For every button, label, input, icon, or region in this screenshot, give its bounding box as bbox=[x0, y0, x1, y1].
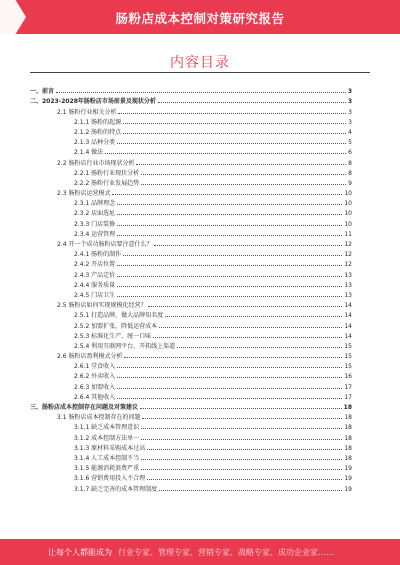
footer-tagline: 行业专家、管理专家、营销专家、战略专家、成功企业家…… bbox=[118, 548, 334, 557]
toc-entry[interactable] bbox=[30, 370, 352, 380]
dot-leader bbox=[140, 408, 342, 409]
toc-entry-text: 3.1.5 能源消耗浪费严重 bbox=[74, 465, 140, 473]
toc-page-number: 19 bbox=[344, 485, 352, 493]
dot-leader bbox=[124, 357, 342, 358]
toc-entry-text: 2.4.4 服务质量 bbox=[74, 281, 116, 289]
dot-leader bbox=[141, 459, 342, 460]
toc-entry[interactable] bbox=[30, 340, 352, 350]
footer-bar bbox=[0, 539, 400, 565]
toc-page-number: 14 bbox=[344, 322, 352, 330]
dot-leader bbox=[159, 327, 342, 328]
dot-leader bbox=[117, 388, 342, 389]
divider bbox=[30, 72, 370, 73]
dot-leader bbox=[148, 306, 342, 307]
toc-entry[interactable] bbox=[30, 421, 352, 431]
dot-leader bbox=[123, 255, 342, 256]
header-bar bbox=[0, 0, 400, 34]
toc-page-number: 16 bbox=[344, 373, 352, 381]
toc-entry[interactable] bbox=[30, 472, 352, 482]
toc-entry-text: 3.1.1 缺乏成本管理意识 bbox=[74, 424, 140, 432]
toc-entry-text: 2.5.4 利用互联网平台，开拓线上渠道 bbox=[74, 342, 176, 350]
toc-entry-text: 2.1.2 肠粉的特点 bbox=[74, 128, 122, 136]
toc-page-number: 18 bbox=[343, 404, 352, 411]
toc-entry[interactable] bbox=[30, 95, 352, 105]
toc-page-number: 12 bbox=[344, 261, 352, 269]
toc-entry[interactable] bbox=[30, 462, 352, 472]
toc-entry-text: 2.6.4 其他收入 bbox=[74, 393, 116, 401]
dot-leader bbox=[117, 398, 342, 399]
toc-entry[interactable] bbox=[30, 279, 352, 289]
toc-page-number: 13 bbox=[344, 291, 352, 299]
toc-entry[interactable] bbox=[30, 248, 352, 258]
dot-leader bbox=[141, 439, 342, 440]
toc-page-number: 15 bbox=[344, 363, 352, 371]
toc-entry[interactable] bbox=[30, 217, 352, 227]
dot-leader bbox=[158, 102, 346, 103]
toc-entry[interactable] bbox=[30, 411, 352, 421]
dot-leader bbox=[56, 92, 346, 93]
dot-leader bbox=[117, 214, 342, 215]
toc-entry[interactable] bbox=[30, 268, 352, 278]
toc-entry-text: 2.2.2 肠粉行业发展趋势 bbox=[74, 179, 140, 187]
toc-entry[interactable] bbox=[30, 431, 352, 441]
dot-leader bbox=[159, 490, 342, 491]
toc-entry-text: 3.1.3 原材料采购成本过高 bbox=[74, 444, 146, 452]
toc-entry[interactable] bbox=[30, 360, 352, 370]
toc-entry[interactable] bbox=[30, 319, 352, 329]
toc-entry-text: 2.5.1 打造品牌，做大品牌知名度 bbox=[74, 312, 164, 320]
toc-entry[interactable] bbox=[30, 228, 352, 238]
toc-entry-text: 一、前言 bbox=[30, 88, 55, 96]
toc-entry[interactable] bbox=[30, 380, 352, 390]
toc-entry-text: 2.1.4 做法 bbox=[74, 149, 104, 157]
toc-page-number: 19 bbox=[344, 465, 352, 473]
toc-entry[interactable] bbox=[30, 146, 352, 156]
toc-page-number: 18 bbox=[344, 434, 352, 442]
toc-page-number: 5 bbox=[348, 139, 352, 147]
toc-page-number: 3 bbox=[348, 108, 352, 116]
toc-entry-text: 二、2023-2028年肠粉店市场前景及现状分析 bbox=[30, 98, 156, 106]
dot-leader bbox=[123, 133, 346, 134]
toc-page-number: 18 bbox=[344, 454, 352, 462]
toc-entry[interactable] bbox=[30, 177, 352, 187]
toc-page-number: 15 bbox=[344, 353, 352, 361]
table-of-contents bbox=[30, 85, 352, 493]
dot-leader bbox=[117, 286, 342, 287]
toc-heading: 内容目录 bbox=[170, 55, 230, 71]
toc-entry[interactable] bbox=[30, 85, 352, 95]
toc-page-number: 17 bbox=[344, 383, 352, 391]
dot-leader bbox=[117, 204, 342, 205]
dot-leader bbox=[153, 337, 342, 338]
toc-page-number: 19 bbox=[344, 475, 352, 483]
toc-entry[interactable] bbox=[30, 258, 352, 268]
dot-leader bbox=[141, 428, 342, 429]
toc-entry-text: 2.1 肠粉行业相关分析 bbox=[57, 108, 117, 116]
dot-leader bbox=[136, 164, 346, 165]
toc-page-number: 3 bbox=[348, 118, 352, 126]
toc-entry-text: 2.4.2 开店位置 bbox=[74, 261, 116, 269]
toc-entry-text: 三、肠粉店成本控制存在问题及对策建议 bbox=[30, 404, 139, 411]
toc-page-number: 18 bbox=[344, 444, 352, 452]
dot-leader bbox=[105, 153, 346, 154]
toc-entry-text: 2.1.3 品种分类 bbox=[74, 139, 116, 147]
toc-page-number: 14 bbox=[344, 302, 352, 310]
toc-entry-text: 2.1.1 肠粉的起源 bbox=[74, 118, 122, 126]
toc-page-number: 18 bbox=[344, 414, 352, 422]
toc-page-number: 11 bbox=[344, 230, 352, 238]
toc-entry[interactable] bbox=[30, 350, 352, 360]
toc-entry[interactable] bbox=[30, 452, 352, 462]
dot-leader bbox=[117, 377, 342, 378]
toc-entry-text: 2.4.3 产品定价 bbox=[74, 271, 116, 279]
toc-page-number: 8 bbox=[348, 169, 352, 177]
toc-entry[interactable] bbox=[30, 187, 352, 197]
toc-page-number: 10 bbox=[344, 210, 352, 218]
toc-page-number: 9 bbox=[348, 179, 352, 187]
dot-leader bbox=[123, 123, 346, 124]
toc-entry-text: 2.3.2 店面选址 bbox=[74, 210, 116, 218]
toc-entry[interactable] bbox=[30, 401, 352, 411]
dot-leader bbox=[154, 245, 342, 246]
dot-leader bbox=[177, 347, 342, 348]
dot-leader bbox=[165, 316, 342, 317]
toc-entry-text: 3.1 肠粉店成本控制存在的问题 bbox=[57, 414, 141, 422]
toc-page-number: 3 bbox=[347, 88, 352, 96]
toc-entry[interactable] bbox=[30, 299, 352, 309]
toc-entry-text: 3.1.6 营销费用投入不合理 bbox=[74, 475, 146, 483]
toc-entry-text: 2.3.3 门店装修 bbox=[74, 220, 116, 228]
dot-leader bbox=[117, 367, 342, 368]
dot-leader bbox=[117, 296, 342, 297]
dot-leader bbox=[117, 225, 342, 226]
dot-leader bbox=[117, 265, 342, 266]
toc-page-number: 14 bbox=[344, 312, 352, 320]
toc-entry-text: 2.4.1 肠粉的制作 bbox=[74, 251, 122, 259]
toc-entry-text: 2.6 肠粉店盈利模式分析 bbox=[57, 353, 123, 361]
toc-page-number: 10 bbox=[344, 200, 352, 208]
toc-entry-text: 2.3.1 品牌理念 bbox=[74, 200, 116, 208]
toc-entry-text: 2.3.4 运营管理 bbox=[74, 230, 116, 238]
toc-page-number: 10 bbox=[344, 220, 352, 228]
toc-entry-text: 2.5 肠粉店如何实现规模化经营？ bbox=[57, 302, 147, 310]
toc-entry[interactable] bbox=[30, 126, 352, 136]
toc-entry-text: 2.6.2 外卖收入 bbox=[74, 373, 116, 381]
toc-page-number: 15 bbox=[344, 342, 352, 350]
footer-slogan: 让每个人都能成为 bbox=[48, 548, 112, 557]
toc-page-number: 13 bbox=[344, 271, 352, 279]
toc-entry-text: 2.2 肠粉店行业市场现状分析 bbox=[57, 159, 135, 167]
toc-entry[interactable] bbox=[30, 156, 352, 166]
toc-entry[interactable] bbox=[30, 197, 352, 207]
toc-entry[interactable] bbox=[30, 136, 352, 146]
toc-page-number: 14 bbox=[344, 332, 352, 340]
dot-leader bbox=[112, 194, 342, 195]
toc-page-number: 12 bbox=[344, 241, 352, 248]
dot-leader bbox=[147, 479, 342, 480]
toc-page-number: 3 bbox=[347, 98, 352, 106]
dot-leader bbox=[142, 418, 342, 419]
toc-page-number: 8 bbox=[348, 159, 352, 167]
toc-entry[interactable] bbox=[30, 482, 352, 492]
toc-entry[interactable] bbox=[30, 289, 352, 299]
document-title: 肠粉店成本控制对策研究报告 bbox=[115, 11, 285, 26]
toc-entry-text: 2.3 肠粉店运营模式 bbox=[57, 190, 111, 198]
toc-entry[interactable] bbox=[30, 207, 352, 217]
dot-leader bbox=[117, 276, 342, 277]
toc-entry-text: 2.2.1 肠粉行业现状分析 bbox=[74, 169, 140, 177]
toc-entry-text: 2.5.3 标准化生产，统一口味 bbox=[74, 332, 152, 340]
toc-entry[interactable] bbox=[30, 105, 352, 115]
toc-entry[interactable] bbox=[30, 442, 352, 452]
toc-entry-text: 2.4.5 门店卫生 bbox=[74, 291, 116, 299]
toc-page-number: 13 bbox=[344, 281, 352, 289]
toc-entry-text: 2.6.1 堂食收入 bbox=[74, 363, 116, 371]
toc-entry-text: 3.1.4 人工成本控制不当 bbox=[74, 454, 140, 462]
toc-entry-text: 2.4 开一个成功肠粉店要注意什么？ bbox=[57, 241, 153, 248]
dot-leader bbox=[117, 143, 346, 144]
toc-entry[interactable] bbox=[30, 167, 352, 177]
toc-entry-text: 3.1.7 缺乏完善的成本管理制度 bbox=[74, 485, 158, 493]
dot-leader bbox=[118, 113, 346, 114]
toc-entry[interactable] bbox=[30, 330, 352, 340]
toc-page-number: 6 bbox=[348, 149, 352, 157]
toc-entry-text: 2.5.2 加盟扩张，降低运营成本 bbox=[74, 322, 158, 330]
toc-entry[interactable] bbox=[30, 391, 352, 401]
dot-leader bbox=[117, 235, 342, 236]
toc-page-number: 17 bbox=[344, 393, 352, 401]
toc-entry[interactable] bbox=[30, 116, 352, 126]
dot-leader bbox=[141, 469, 342, 470]
dot-leader bbox=[147, 449, 342, 450]
toc-entry[interactable] bbox=[30, 238, 352, 248]
toc-entry[interactable] bbox=[30, 309, 352, 319]
toc-page-number: 12 bbox=[344, 251, 352, 259]
dot-leader bbox=[141, 184, 346, 185]
dot-leader bbox=[141, 174, 346, 175]
toc-entry-text: 2.6.3 加盟收入 bbox=[74, 383, 116, 391]
toc-page-number: 18 bbox=[344, 424, 352, 432]
toc-page-number: 10 bbox=[344, 190, 352, 198]
toc-page-number: 4 bbox=[348, 128, 352, 136]
toc-entry-text: 3.1.2 成本控制方法单一 bbox=[74, 434, 140, 442]
